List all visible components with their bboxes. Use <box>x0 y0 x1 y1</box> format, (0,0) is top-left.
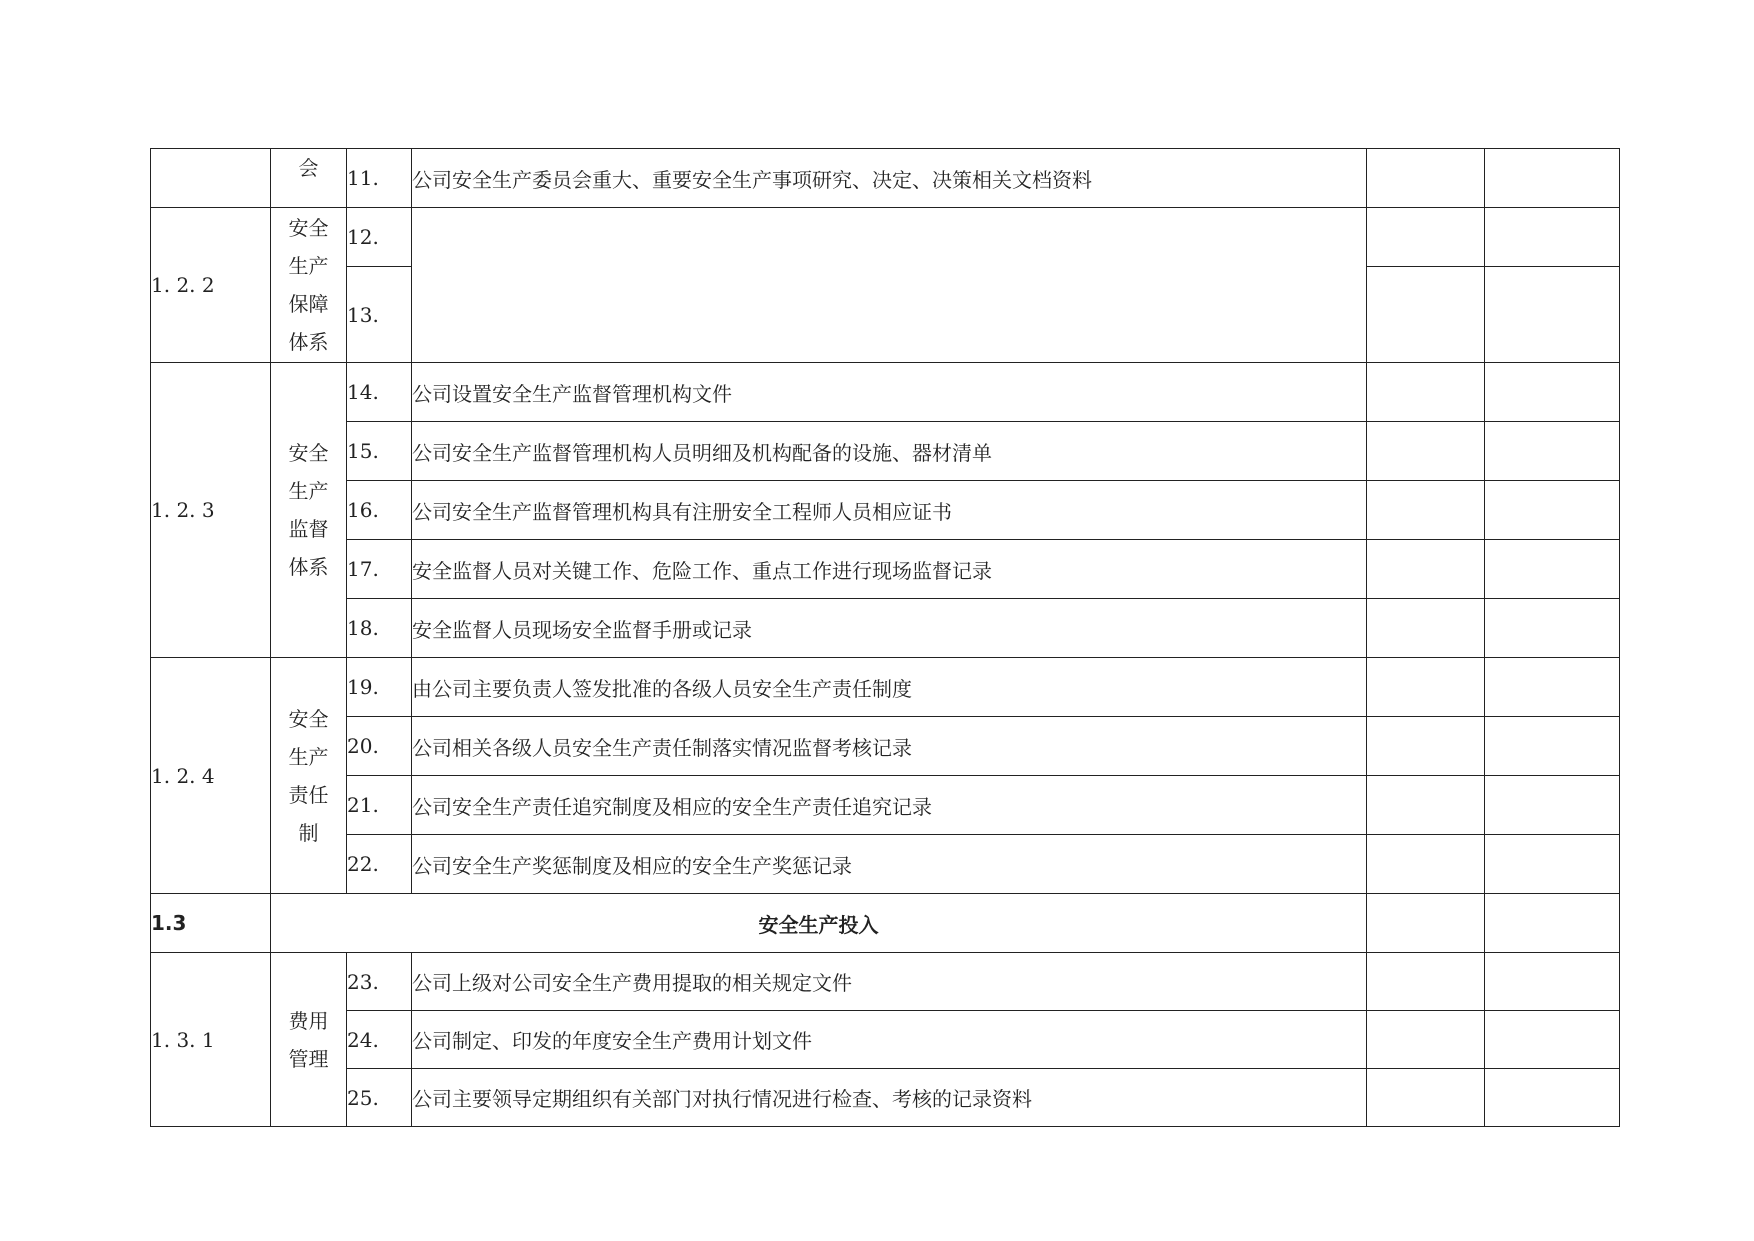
empty-cell <box>1485 149 1620 208</box>
section-code: 1. 2. 2 <box>151 208 271 363</box>
section-title: 安全生产投入 <box>271 894 1367 953</box>
item-text: 公司安全生产委员会重大、重要安全生产事项研究、决定、决策相关文档资料 <box>412 149 1367 208</box>
table-row <box>151 835 1620 894</box>
section-code: 1. 2. 3 <box>151 363 271 658</box>
topic-line: 安全 <box>288 706 329 731</box>
empty-cell <box>1485 540 1620 599</box>
empty-cell <box>1485 422 1620 481</box>
empty-cell <box>1367 422 1485 481</box>
item-text: 安全监督人员现场安全监督手册或记录 <box>412 599 1367 658</box>
table-row <box>151 481 1620 540</box>
topic-line: 体系 <box>288 555 329 579</box>
item-text: 公司上级对公司安全生产费用提取的相关规定文件 <box>412 953 1367 1011</box>
empty-cell <box>1485 1011 1620 1069</box>
item-text: 公司安全生产责任追究制度及相应的安全生产责任追究记录 <box>412 776 1367 835</box>
empty-cell <box>1485 208 1620 267</box>
table-row <box>151 953 1620 1011</box>
empty-cell <box>1485 776 1620 835</box>
item-number: 21. <box>347 776 412 835</box>
section-row <box>151 894 1620 953</box>
empty-cell <box>1367 658 1485 717</box>
section-code: 1. 2. 4 <box>151 658 271 894</box>
table-row <box>151 540 1620 599</box>
topic-cell <box>271 149 347 208</box>
empty-cell <box>1485 267 1620 363</box>
topic-line: 生产 <box>288 254 329 278</box>
topic-line: 安全 <box>288 441 329 465</box>
table-row <box>151 208 1620 267</box>
empty-cell <box>1367 149 1485 208</box>
item-number: 17. <box>347 540 412 599</box>
topic-line: 费用 <box>288 1008 329 1033</box>
item-text-empty <box>412 208 1367 363</box>
empty-cell <box>1367 267 1485 363</box>
empty-cell <box>1367 1069 1485 1127</box>
empty-cell <box>1485 363 1620 422</box>
empty-cell <box>1367 1011 1485 1069</box>
topic-cell <box>271 658 347 894</box>
empty-cell <box>1485 953 1620 1011</box>
item-number: 20. <box>347 717 412 776</box>
topic-cell <box>271 953 347 1127</box>
empty-cell <box>1485 1069 1620 1127</box>
empty-cell <box>1485 658 1620 717</box>
empty-cell <box>1367 363 1485 422</box>
topic-cell <box>271 363 347 658</box>
item-number: 23. <box>347 953 412 1011</box>
item-text: 公司安全生产奖惩制度及相应的安全生产奖惩记录 <box>412 835 1367 894</box>
item-text: 公司相关各级人员安全生产责任制落实情况监督考核记录 <box>412 717 1367 776</box>
item-text: 公司安全生产监督管理机构具有注册安全工程师人员相应证书 <box>412 481 1367 540</box>
item-number: 12. <box>347 208 412 267</box>
item-text: 安全监督人员对关键工作、危险工作、重点工作进行现场监督记录 <box>412 540 1367 599</box>
item-number: 11. <box>347 149 412 208</box>
empty-cell <box>1485 717 1620 776</box>
table-row <box>151 658 1620 717</box>
section-code: 1.3 <box>151 894 271 953</box>
item-text: 公司制定、印发的年度安全生产费用计划文件 <box>412 1011 1367 1069</box>
topic-cell <box>271 208 347 363</box>
item-number: 22. <box>347 835 412 894</box>
item-number: 25. <box>347 1069 412 1127</box>
topic-line: 责任 <box>288 782 329 807</box>
item-number: 24. <box>347 1011 412 1069</box>
table-row <box>151 1069 1620 1127</box>
topic-line: 管理 <box>288 1046 329 1071</box>
empty-cell <box>1485 599 1620 658</box>
topic-line: 安全 <box>288 216 329 240</box>
item-number: 13. <box>347 267 412 363</box>
empty-cell <box>1367 540 1485 599</box>
item-text: 公司设置安全生产监督管理机构文件 <box>412 363 1367 422</box>
table-row <box>151 717 1620 776</box>
topic-line: 监督 <box>288 517 329 541</box>
item-number: 15. <box>347 422 412 481</box>
topic-line: 制 <box>298 820 319 845</box>
empty-cell <box>1367 776 1485 835</box>
topic-line: 保障 <box>288 292 329 316</box>
section-code-cell <box>151 149 271 208</box>
empty-cell <box>1367 599 1485 658</box>
item-text: 由公司主要负责人签发批准的各级人员安全生产责任制度 <box>412 658 1367 717</box>
empty-cell <box>1367 717 1485 776</box>
item-number: 16. <box>347 481 412 540</box>
table-row <box>151 1011 1620 1069</box>
empty-cell <box>1367 894 1485 953</box>
document-table <box>150 148 1620 1127</box>
empty-cell <box>1367 835 1485 894</box>
empty-cell <box>1485 835 1620 894</box>
item-number: 18. <box>347 599 412 658</box>
empty-cell <box>1485 481 1620 540</box>
item-number: 19. <box>347 658 412 717</box>
item-number: 14. <box>347 363 412 422</box>
empty-cell <box>1485 894 1620 953</box>
empty-cell <box>1367 953 1485 1011</box>
table-row <box>151 149 1620 208</box>
empty-cell <box>1367 481 1485 540</box>
table-row <box>151 599 1620 658</box>
table-row <box>151 363 1620 422</box>
topic-line: 生产 <box>288 479 329 503</box>
topic-line: 体系 <box>288 330 329 354</box>
item-text: 公司安全生产监督管理机构人员明细及机构配备的设施、器材清单 <box>412 422 1367 481</box>
section-code: 1. 3. 1 <box>151 953 271 1127</box>
table-row <box>151 776 1620 835</box>
empty-cell <box>1367 208 1485 267</box>
topic-line: 生产 <box>288 744 329 769</box>
table-row <box>151 422 1620 481</box>
item-text: 公司主要领导定期组织有关部门对执行情况进行检查、考核的记录资料 <box>412 1069 1367 1127</box>
topic-line: 会 <box>298 156 319 180</box>
